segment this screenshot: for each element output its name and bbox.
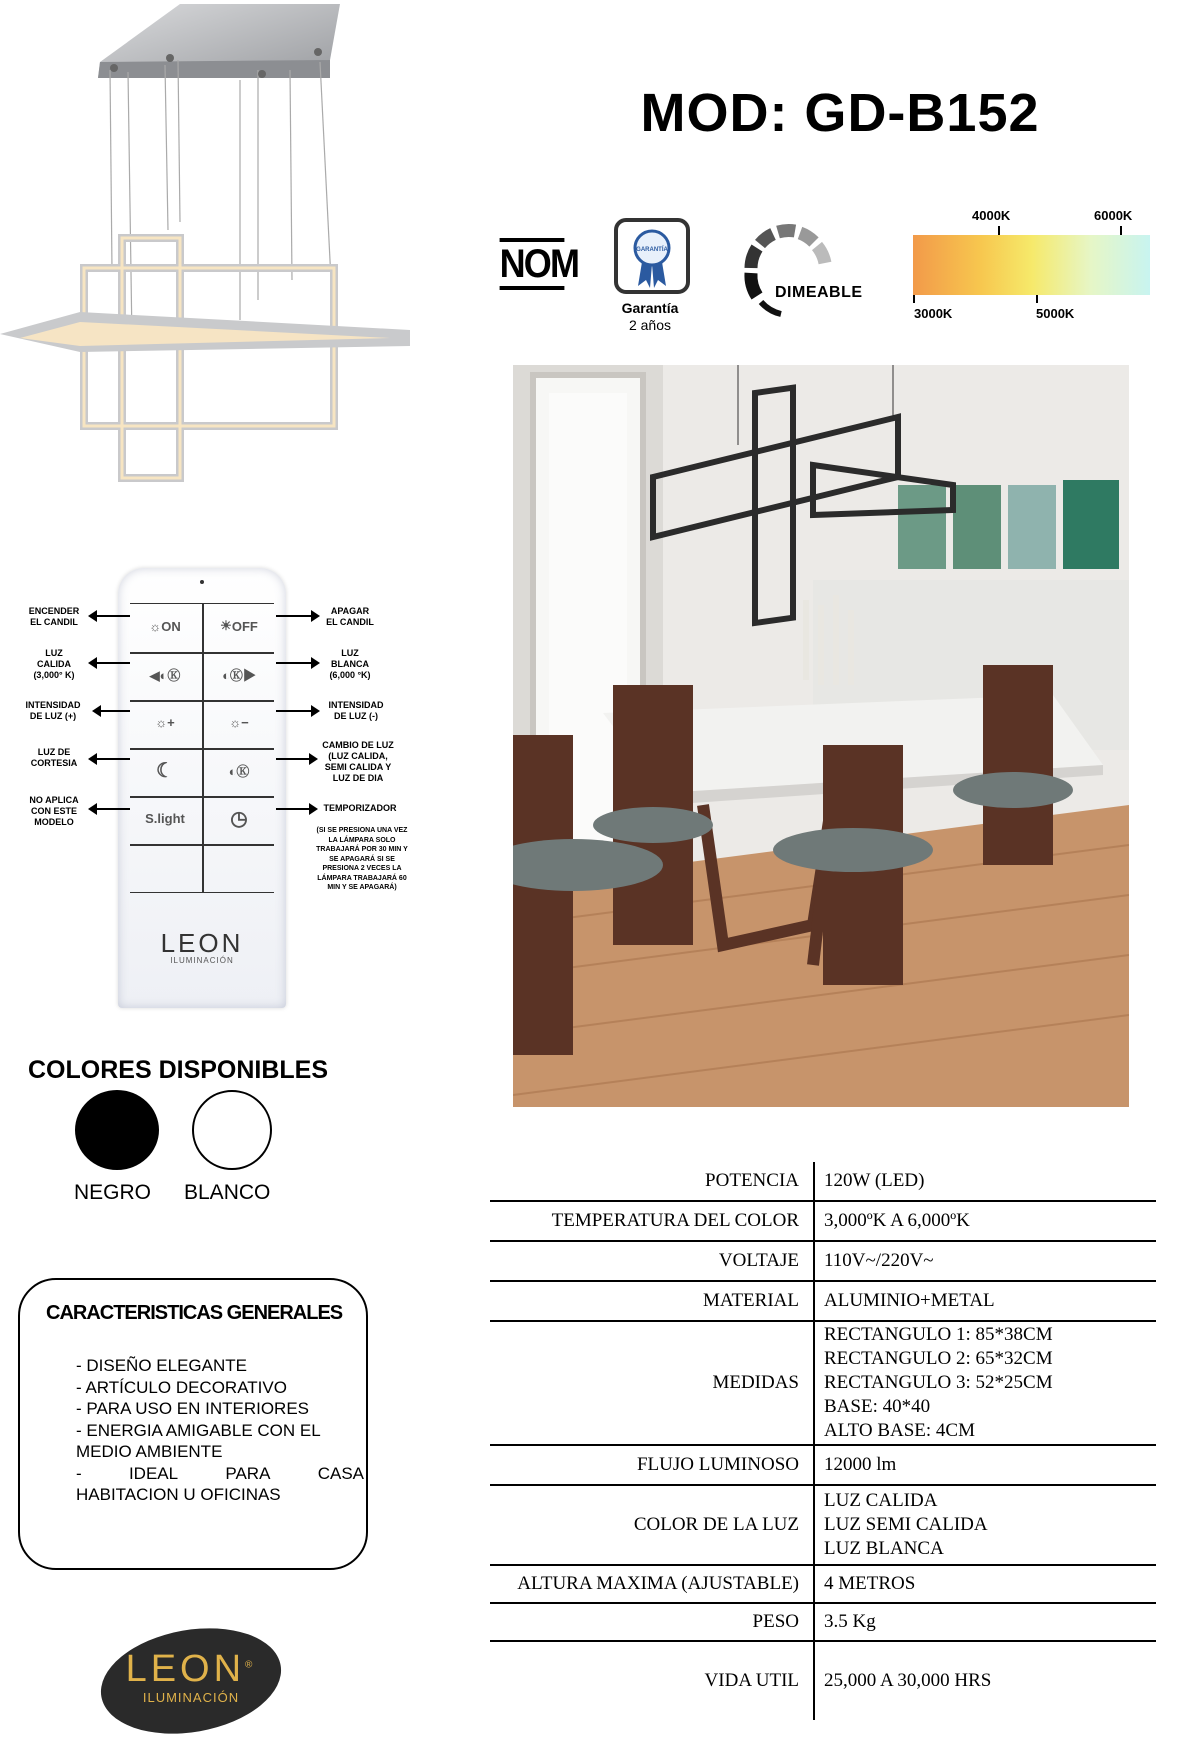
arrow-left-icon <box>90 662 130 664</box>
warm-light-icon: ◀◐Ⓚ <box>149 667 181 683</box>
temp-tick-6000k: 6000K <box>1094 208 1133 223</box>
spec-value-line: ALTO BASE: 4CM <box>824 1420 975 1441</box>
characteristic-word: IDEAL <box>128 1463 179 1483</box>
warranty-label <box>600 300 700 334</box>
remote-label-cycle: CAMBIO DE LUZ (LUZ CALIDA, SEMI CALIDA Y LUZ DE DIA <box>322 740 394 783</box>
product-photo <box>513 365 1129 1107</box>
color-swatch-black <box>75 1090 159 1170</box>
remote-night-button[interactable] <box>130 755 200 785</box>
characteristic-item: - DISEÑO ELEGANTE <box>76 1356 247 1375</box>
spec-value-line: RECTANGULO 1: 85*38CM <box>824 1324 1053 1345</box>
sun-icon: ☼ <box>149 618 162 634</box>
spec-label: VIDA UTIL <box>490 1642 815 1720</box>
characteristic-word: CASA <box>317 1463 364 1483</box>
spec-value <box>815 1162 1156 1200</box>
remote-timer-button[interactable] <box>204 803 274 833</box>
remote-slight-label: S.light <box>145 810 185 826</box>
arrow-right-icon <box>276 758 316 760</box>
spec-value-line: 4 METROS <box>824 1573 916 1594</box>
spec-value-line: RECTANGULO 3: 52*25CM <box>824 1372 1053 1393</box>
characteristic-item: MEDIO AMBIENTE <box>76 1442 223 1461</box>
spec-label: MATERIAL <box>490 1282 815 1320</box>
spec-value <box>815 1642 1156 1720</box>
remote-timer-note: (SI SE PRESIONA UNA VEZ LA LÁMPARA SOLO TRABAJARÁ POR 30 MIN Y SE APAGARÁ SI SE PRESIONA 2 VECES LA LÁMPARA TRABAJARÁ 60 MIN Y SE APAGARÁ) <box>316 827 408 891</box>
model-title: MOD: GD-B152 <box>640 83 1040 143</box>
spec-row <box>490 1242 1156 1282</box>
remote-slight-button[interactable] <box>130 803 200 833</box>
lamp-illustration <box>0 0 420 490</box>
spec-label: FLUJO LUMINOSO <box>490 1446 815 1484</box>
characteristic-item: - ARTÍCULO DECORATIVO <box>76 1377 287 1397</box>
remote-brightness-down-button[interactable] <box>204 707 274 737</box>
spec-label: TEMPERATURA DEL COLOR <box>490 1202 815 1240</box>
spec-label: PESO <box>490 1604 815 1640</box>
spec-row <box>490 1322 1156 1446</box>
spec-row <box>490 1604 1156 1642</box>
remote-label-warm: LUZ CALIDA (3,000° K) <box>33 648 75 680</box>
spec-row <box>490 1566 1156 1604</box>
characteristic-word: PARA <box>225 1463 271 1483</box>
arrow-left-icon <box>90 808 130 810</box>
spec-value-line: LUZ SEMI CALIDA <box>824 1514 988 1535</box>
characteristic-item: HABITACION U OFICINAS <box>76 1485 281 1504</box>
characteristic-word: - <box>76 1463 82 1483</box>
arrow-left-icon <box>90 615 130 617</box>
spec-row <box>490 1642 1156 1720</box>
brand-logo-sub: ILUMINACIÓN <box>142 1690 240 1705</box>
remote-led <box>200 580 204 584</box>
dimmable-gauge-icon <box>737 218 837 318</box>
remote-label-plus: INTENSIDAD DE LUZ (+) <box>25 700 81 721</box>
remote-cycle-button[interactable] <box>204 755 274 785</box>
spec-row <box>490 1486 1156 1566</box>
spec-value-line: 110V~/220V~ <box>824 1250 934 1271</box>
characteristic-item: - PARA USO EN INTERIORES <box>76 1399 310 1418</box>
temp-tick-mark <box>1036 295 1038 303</box>
spec-value <box>815 1202 1156 1240</box>
colors-title: COLORES DISPONIBLES <box>28 1056 329 1084</box>
remote-brand: LEON <box>160 928 244 958</box>
bulb-plus-icon: ☼+ <box>155 714 175 730</box>
characteristic-item: - ENERGIA AMIGABLE CON EL <box>76 1420 321 1440</box>
temp-tick-4000k: 4000K <box>972 208 1011 223</box>
brand-reg-mark: ® <box>245 1659 257 1671</box>
remote-warm-button[interactable] <box>130 659 200 689</box>
nom-logo <box>496 238 579 294</box>
remote-white-button[interactable] <box>204 659 274 689</box>
temp-tick-5000k: 5000K <box>1036 306 1075 321</box>
spec-row <box>490 1202 1156 1242</box>
remote-brand-sub: ILUMINACIÓN <box>170 956 234 965</box>
moon-icon: ☾ <box>156 759 174 782</box>
spec-label: ALTURA MAXIMA (AJUSTABLE) <box>490 1566 815 1602</box>
color-temperature-bar <box>913 235 1150 295</box>
arrow-right-icon <box>276 615 318 617</box>
characteristics-list <box>76 1355 364 1506</box>
spec-label: COLOR DE LA LUZ <box>490 1486 815 1564</box>
spec-value-line: 3.5 Kg <box>824 1611 876 1632</box>
remote-control <box>118 568 286 1008</box>
spec-value-line: 25,000 A 30,000 HRS <box>824 1670 992 1691</box>
remote-label-white: LUZ BLANCA (6,000 °K) <box>329 648 371 680</box>
temp-tick-mark <box>998 226 1000 235</box>
spec-value <box>815 1486 1156 1564</box>
spec-row <box>490 1282 1156 1322</box>
spec-value-line: LUZ BLANCA <box>824 1538 944 1559</box>
arrow-right-icon <box>276 710 318 712</box>
dimmable-label: DIMEABLE <box>775 284 863 301</box>
spec-value <box>815 1322 1156 1444</box>
spec-value-line: RECTANGULO 2: 65*32CM <box>824 1348 1053 1369</box>
spec-value-line: 3,000ºK A 6,000ºK <box>824 1210 970 1231</box>
sun-filled-icon: ☀ <box>220 618 232 633</box>
spec-row <box>490 1446 1156 1486</box>
bulb-minus-icon: ☼− <box>229 714 249 730</box>
remote-off-label: OFF <box>231 618 258 634</box>
spec-label: VOLTAJE <box>490 1242 815 1280</box>
spec-label: MEDIDAS <box>490 1322 815 1444</box>
spec-value-line: ALUMINIO+METAL <box>824 1290 995 1311</box>
remote-label-na: NO APLICA CON ESTE MODELO <box>29 795 79 827</box>
arrow-right-icon <box>276 808 316 810</box>
arrow-right-icon <box>276 662 318 664</box>
remote-on-label: ON <box>161 618 181 634</box>
remote-brightness-up-button[interactable] <box>130 707 200 737</box>
spec-value-line: 12000 lm <box>824 1454 897 1475</box>
characteristics-box <box>18 1278 368 1570</box>
color-label-white: BLANCO <box>184 1181 271 1204</box>
characteristics-title: CARACTERISTICAS GENERALES <box>46 1302 343 1324</box>
spec-value <box>815 1282 1156 1320</box>
spec-value <box>815 1242 1156 1280</box>
warranty-label-line2: 2 años <box>628 317 672 333</box>
temp-tick-mark <box>913 295 915 303</box>
temp-tick-mark <box>1120 226 1122 235</box>
remote-label-off: APAGAR EL CANDIL <box>326 606 374 627</box>
spec-label: POTENCIA <box>490 1162 815 1200</box>
spec-value <box>815 1604 1156 1640</box>
warranty-seal-icon <box>612 218 692 296</box>
timer-icon: ◷ <box>230 807 248 830</box>
remote-on-button[interactable] <box>130 611 200 641</box>
spec-value-line: 120W (LED) <box>824 1170 925 1191</box>
color-swatch-white <box>192 1090 272 1170</box>
brand-logo-name <box>100 1648 282 1691</box>
spec-value <box>815 1566 1156 1602</box>
spec-row <box>490 1162 1156 1202</box>
white-light-icon: ◐Ⓚ▶ <box>222 667 256 683</box>
color-label-black: NEGRO <box>74 1181 152 1204</box>
spec-value <box>815 1446 1156 1484</box>
remote-label-night: LUZ DE CORTESIA <box>30 747 78 768</box>
arrow-left-icon <box>94 710 130 712</box>
brand-name-text: LEON <box>125 1648 246 1690</box>
arrow-left-icon <box>90 758 130 760</box>
remote-label-timer: TEMPORIZADOR <box>323 803 397 813</box>
spec-table <box>490 1162 1156 1720</box>
warranty-label-line1: Garantía <box>621 300 679 316</box>
color-cycle-icon: ◐Ⓚ <box>228 763 250 779</box>
nom-text: NOM <box>500 238 565 290</box>
spec-value-line: BASE: 40*40 <box>824 1396 931 1417</box>
characteristic-item-justified <box>76 1463 364 1485</box>
temp-tick-3000k: 3000K <box>914 306 953 321</box>
remote-button-grid <box>130 603 274 893</box>
remote-off-button[interactable] <box>204 611 274 641</box>
remote-label-on: ENCENDER EL CANDIL <box>28 606 80 627</box>
warranty-seal-text: GARANTÍA <box>636 247 668 253</box>
spec-value-line: LUZ CALIDA <box>824 1490 938 1511</box>
remote-label-minus: INTENSIDAD DE LUZ (-) <box>328 700 384 721</box>
